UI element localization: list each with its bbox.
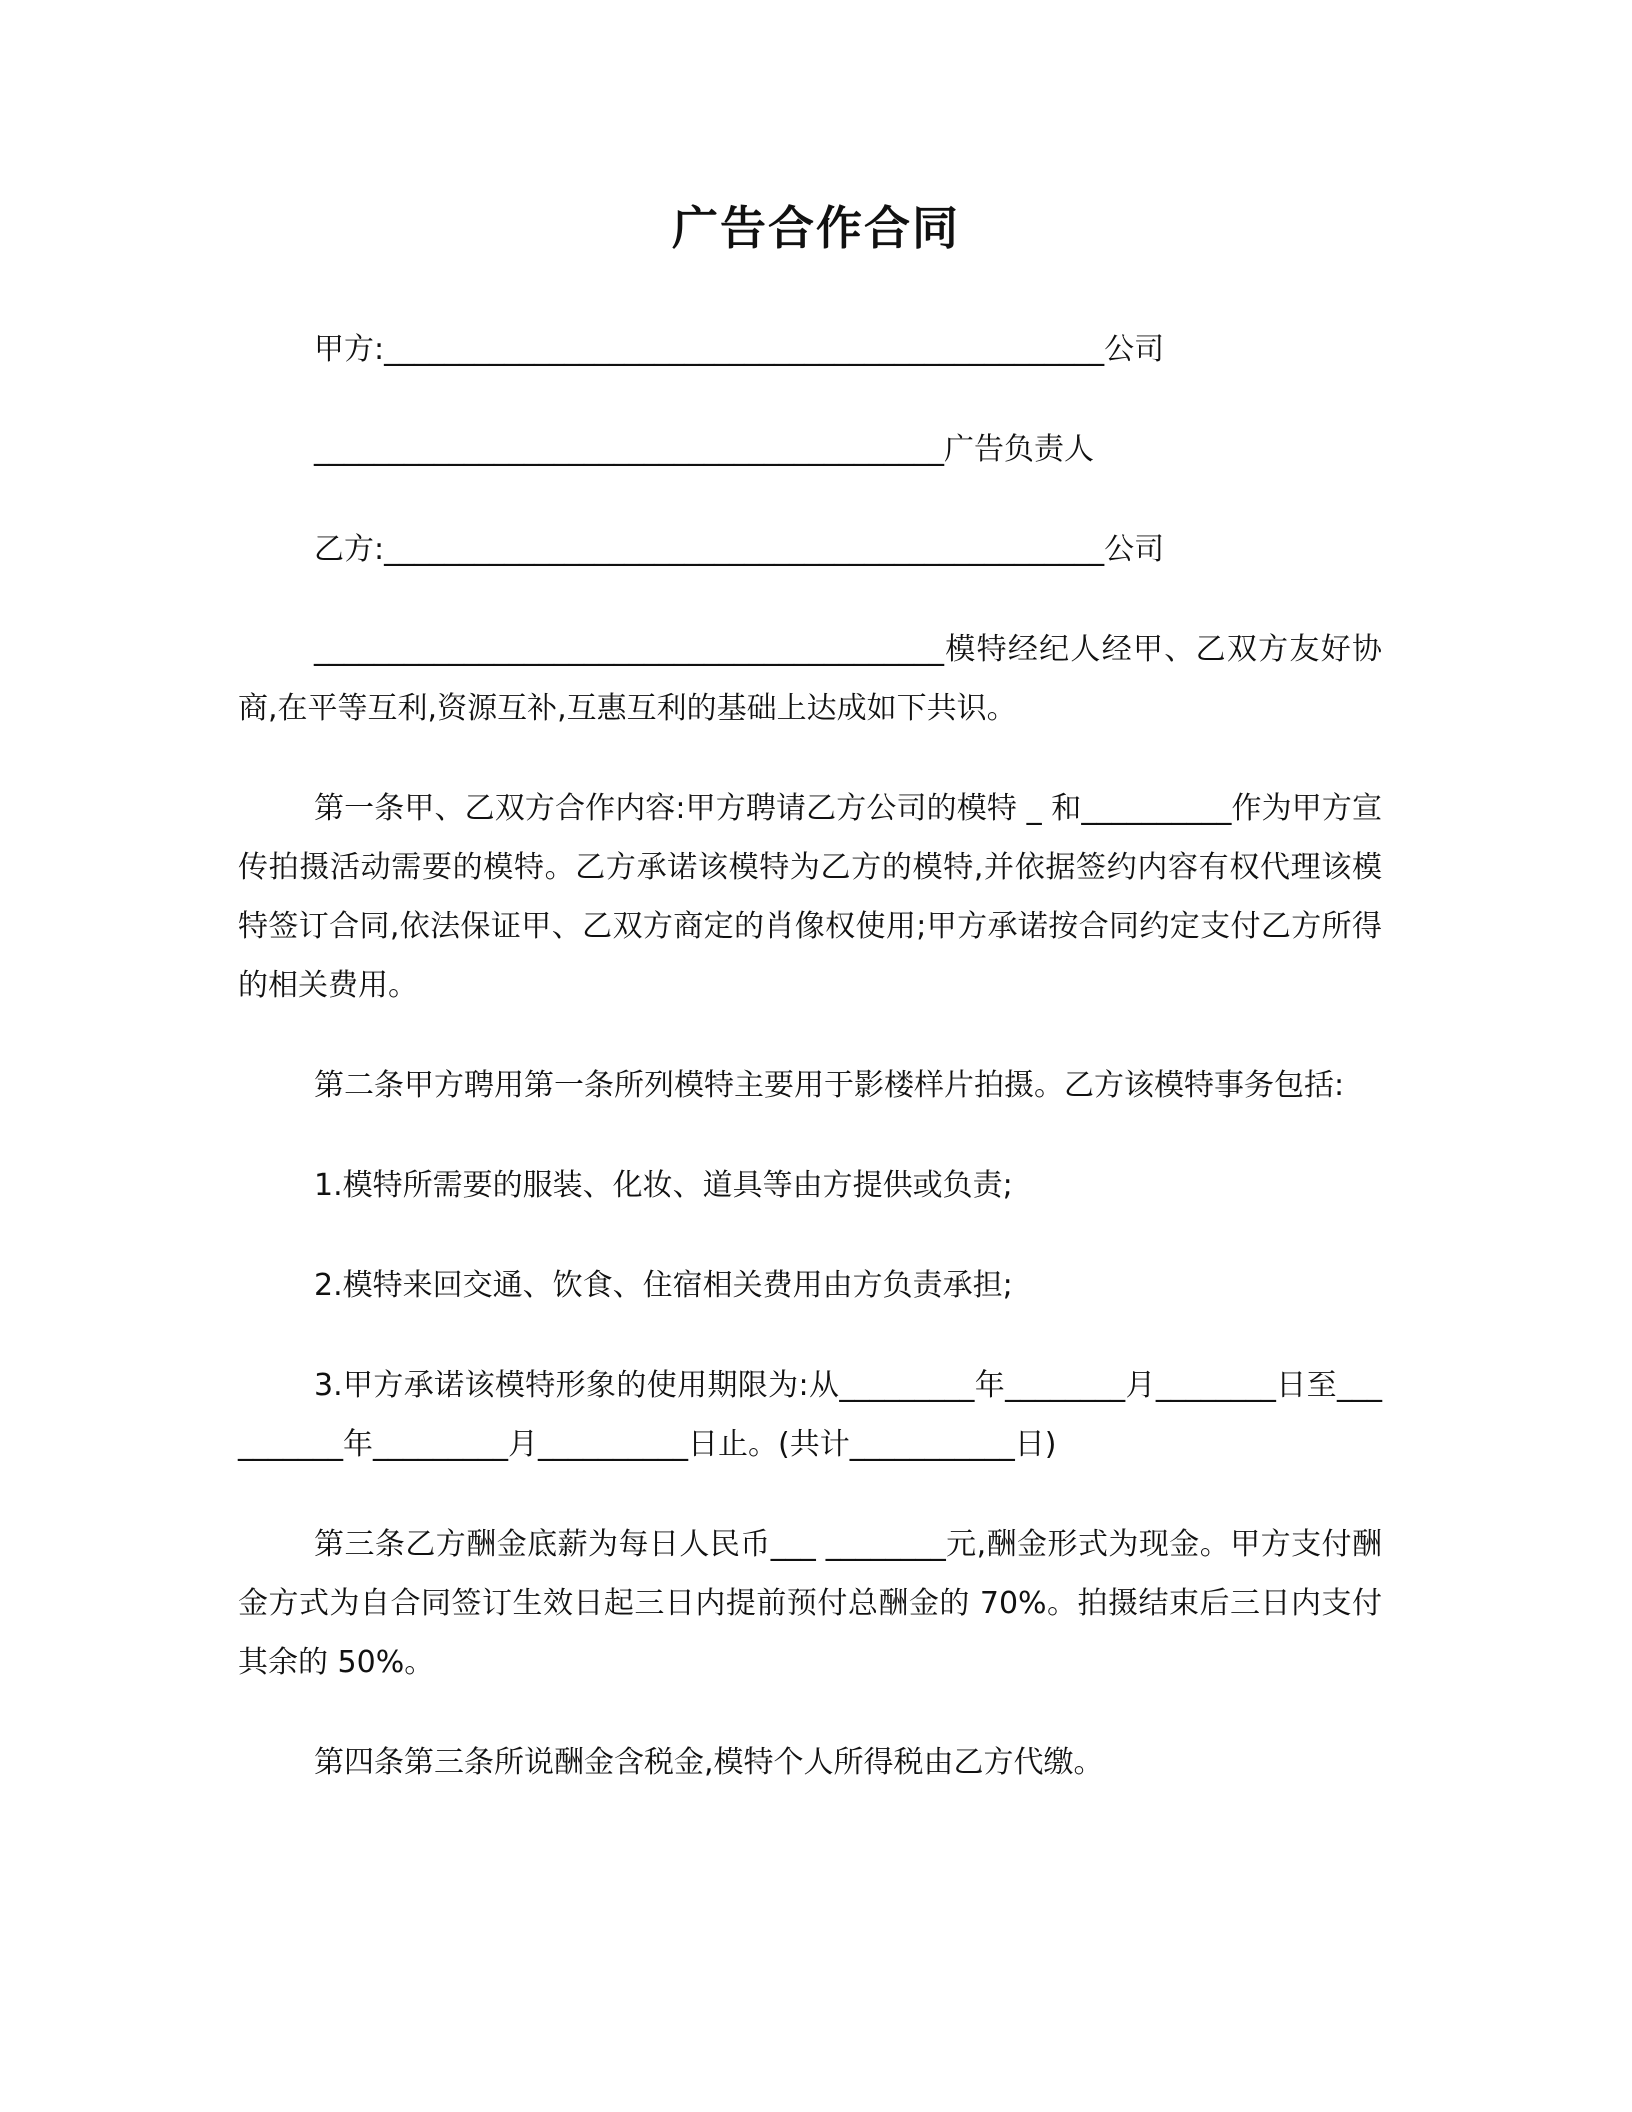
contract-paragraphs [238,320,1382,1833]
article-2-item-3: 3.甲方承诺该模特形象的使用期限为:从_________年________月________日至__________年_________月__________日止。(共计___________日) [238,1368,1382,1462]
article-3: 第三条乙方酬金底薪为每日人民币___ ________元,酬金形式为现金。甲方支付酬金方式为自合同签订生效日起三日内提前预付总酬金的 70%。拍摄结束后三日内支付其余的 50%。 [238,1527,1382,1680]
article-2-item-1: 1.模特所需要的服装、化妆、道具等由方提供或负责; [314,1168,1013,1203]
ad-manager-line: __________________________________________广告负责人 [314,432,1094,467]
article-1: 第一条甲、乙双方合作内容:甲方聘请乙方公司的模特 _ 和__________作为甲方宣传拍摄活动需要的模特。乙方承诺该模特为乙方的模特,并依据签约内容有权代理该模特签订合同,依法保证甲、乙双方商定的肖像权使用;甲方承诺按合同约定支付乙方所得的相关费用。 [238,791,1382,1003]
article-4: 第四条第三条所说酬金含税金,模特个人所得税由乙方代缴。 [314,1745,1104,1780]
party-a-line: 甲方:________________________________________________公司 [314,332,1165,367]
party-b-line: 乙方:________________________________________________公司 [314,532,1165,567]
article-2-item-2: 2.模特来回交通、饮食、住宿相关费用由方负责承担; [314,1268,1013,1303]
contract-title: 广告合作合同 [672,201,960,255]
model-agent-paragraph: __________________________________________模特经纪人经甲、乙双方友好协商,在平等互利,资源互补,互惠互利的基础上达成如下共识。 [238,632,1382,726]
article-2: 第二条甲方聘用第一条所列模特主要用于影楼样片拍摄。乙方该模特事务包括: [314,1068,1345,1103]
